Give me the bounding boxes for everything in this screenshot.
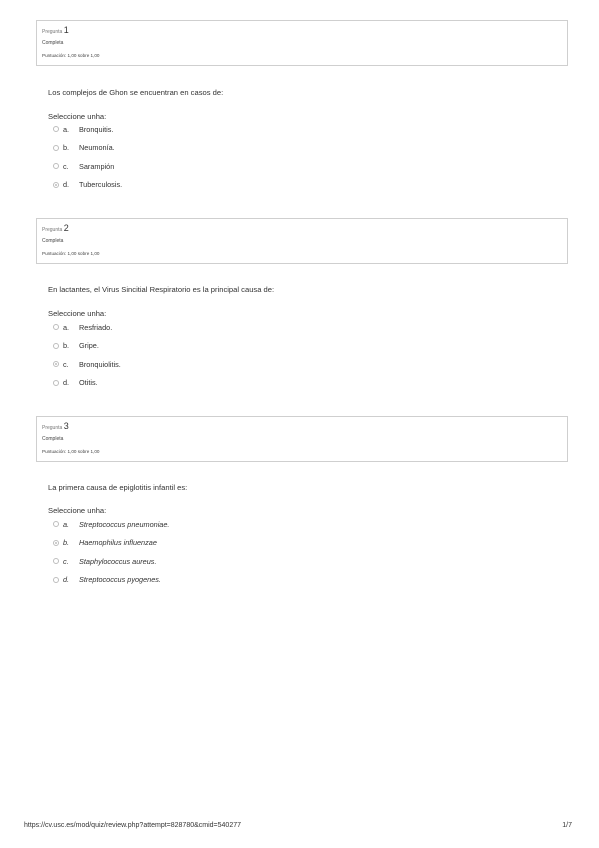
question-2-info [36,218,568,264]
radio-button[interactable] [53,380,59,386]
radio-button[interactable] [53,577,59,583]
option-text: Bronquiolitis. [79,359,121,369]
question-title [42,224,567,234]
question-1-info [36,20,568,66]
question-number: 3 [63,421,69,431]
question-title [42,422,567,432]
option-text: Haemophilus influenzae [79,538,157,548]
option-text: Tuberculosis. [79,180,123,190]
question-label: Pregunta [42,425,63,431]
answer-option-selected[interactable] [53,176,122,195]
question-state: Completa [42,238,64,244]
option-letter: c. [63,359,69,369]
option-text: Streptococcus pyogenes. [79,575,161,585]
question-1-prompt: Seleccione unha: [48,112,107,121]
question-2-prompt: Seleccione unha: [48,309,107,318]
question-3-prompt: Seleccione unha: [48,506,107,515]
question-number: 2 [63,223,69,233]
answer-option-selected[interactable] [53,534,169,553]
radio-button[interactable] [53,558,59,564]
option-letter: a. [63,124,70,134]
answer-option[interactable] [53,374,121,393]
radio-button[interactable] [53,521,59,527]
question-3-info [36,416,568,462]
question-1-answers [53,120,122,194]
option-text: Otitis. [79,378,98,388]
answer-option[interactable] [53,515,169,534]
option-text: Gripe. [79,341,99,351]
question-1-text: Los complejos de Ghon se encuentran en casos de: [48,88,224,97]
answer-option[interactable] [53,571,169,590]
option-text: Sarampión [79,161,115,171]
option-text: Bronquitis. [79,124,114,134]
answer-option[interactable] [53,318,121,337]
answer-option[interactable] [53,139,122,158]
radio-button[interactable] [53,163,59,169]
question-state: Completa [42,40,64,46]
question-state: Completa [42,436,64,442]
option-letter: b. [63,341,70,351]
question-grade: Puntuación: 1,00 sobre 1,00 [42,449,100,454]
option-letter: d. [63,378,70,388]
option-letter: d. [63,180,70,190]
page-number: 1/7 [562,822,572,829]
option-letter: c. [63,556,69,566]
option-letter: d. [63,575,70,585]
question-2-answers [53,318,121,392]
radio-button-checked[interactable] [53,540,59,546]
radio-button[interactable] [53,324,59,330]
question-label: Pregunta [42,29,63,35]
answer-option[interactable] [53,120,122,139]
option-text: Staphylococcus aureus. [79,556,157,566]
radio-button[interactable] [53,343,59,349]
option-text: Streptococcus pneumoniae. [79,519,170,529]
answer-option[interactable] [53,552,169,571]
option-letter: a. [63,519,70,529]
answer-option-selected[interactable] [53,355,121,374]
question-2-text: En lactantes, el Virus Sincitial Respiratorio es la principal causa de: [48,285,275,294]
option-text: Neumonía. [79,143,115,153]
question-label: Pregunta [42,227,63,233]
option-letter: b. [63,143,70,153]
radio-button-checked[interactable] [53,182,59,188]
footer-url: https://cv.usc.es/mod/quiz/review.php?attempt=828780&cmid=540277 [24,822,242,829]
option-letter: b. [63,538,70,548]
question-3-answers [53,515,169,589]
radio-button-checked[interactable] [53,361,59,367]
radio-button[interactable] [53,145,59,151]
option-letter: c. [63,161,69,171]
answer-option[interactable] [53,157,122,176]
option-text: Resfriado. [79,322,113,332]
option-letter: a. [63,322,70,332]
radio-button[interactable] [53,126,59,132]
question-grade: Puntuación: 1,00 sobre 1,00 [42,53,100,58]
question-title [42,26,567,36]
question-grade: Puntuación: 1,00 sobre 1,00 [42,251,100,256]
question-number: 1 [63,25,69,35]
answer-option[interactable] [53,337,121,356]
question-3-text: La primera causa de epiglotitis infantil es: [48,483,188,492]
